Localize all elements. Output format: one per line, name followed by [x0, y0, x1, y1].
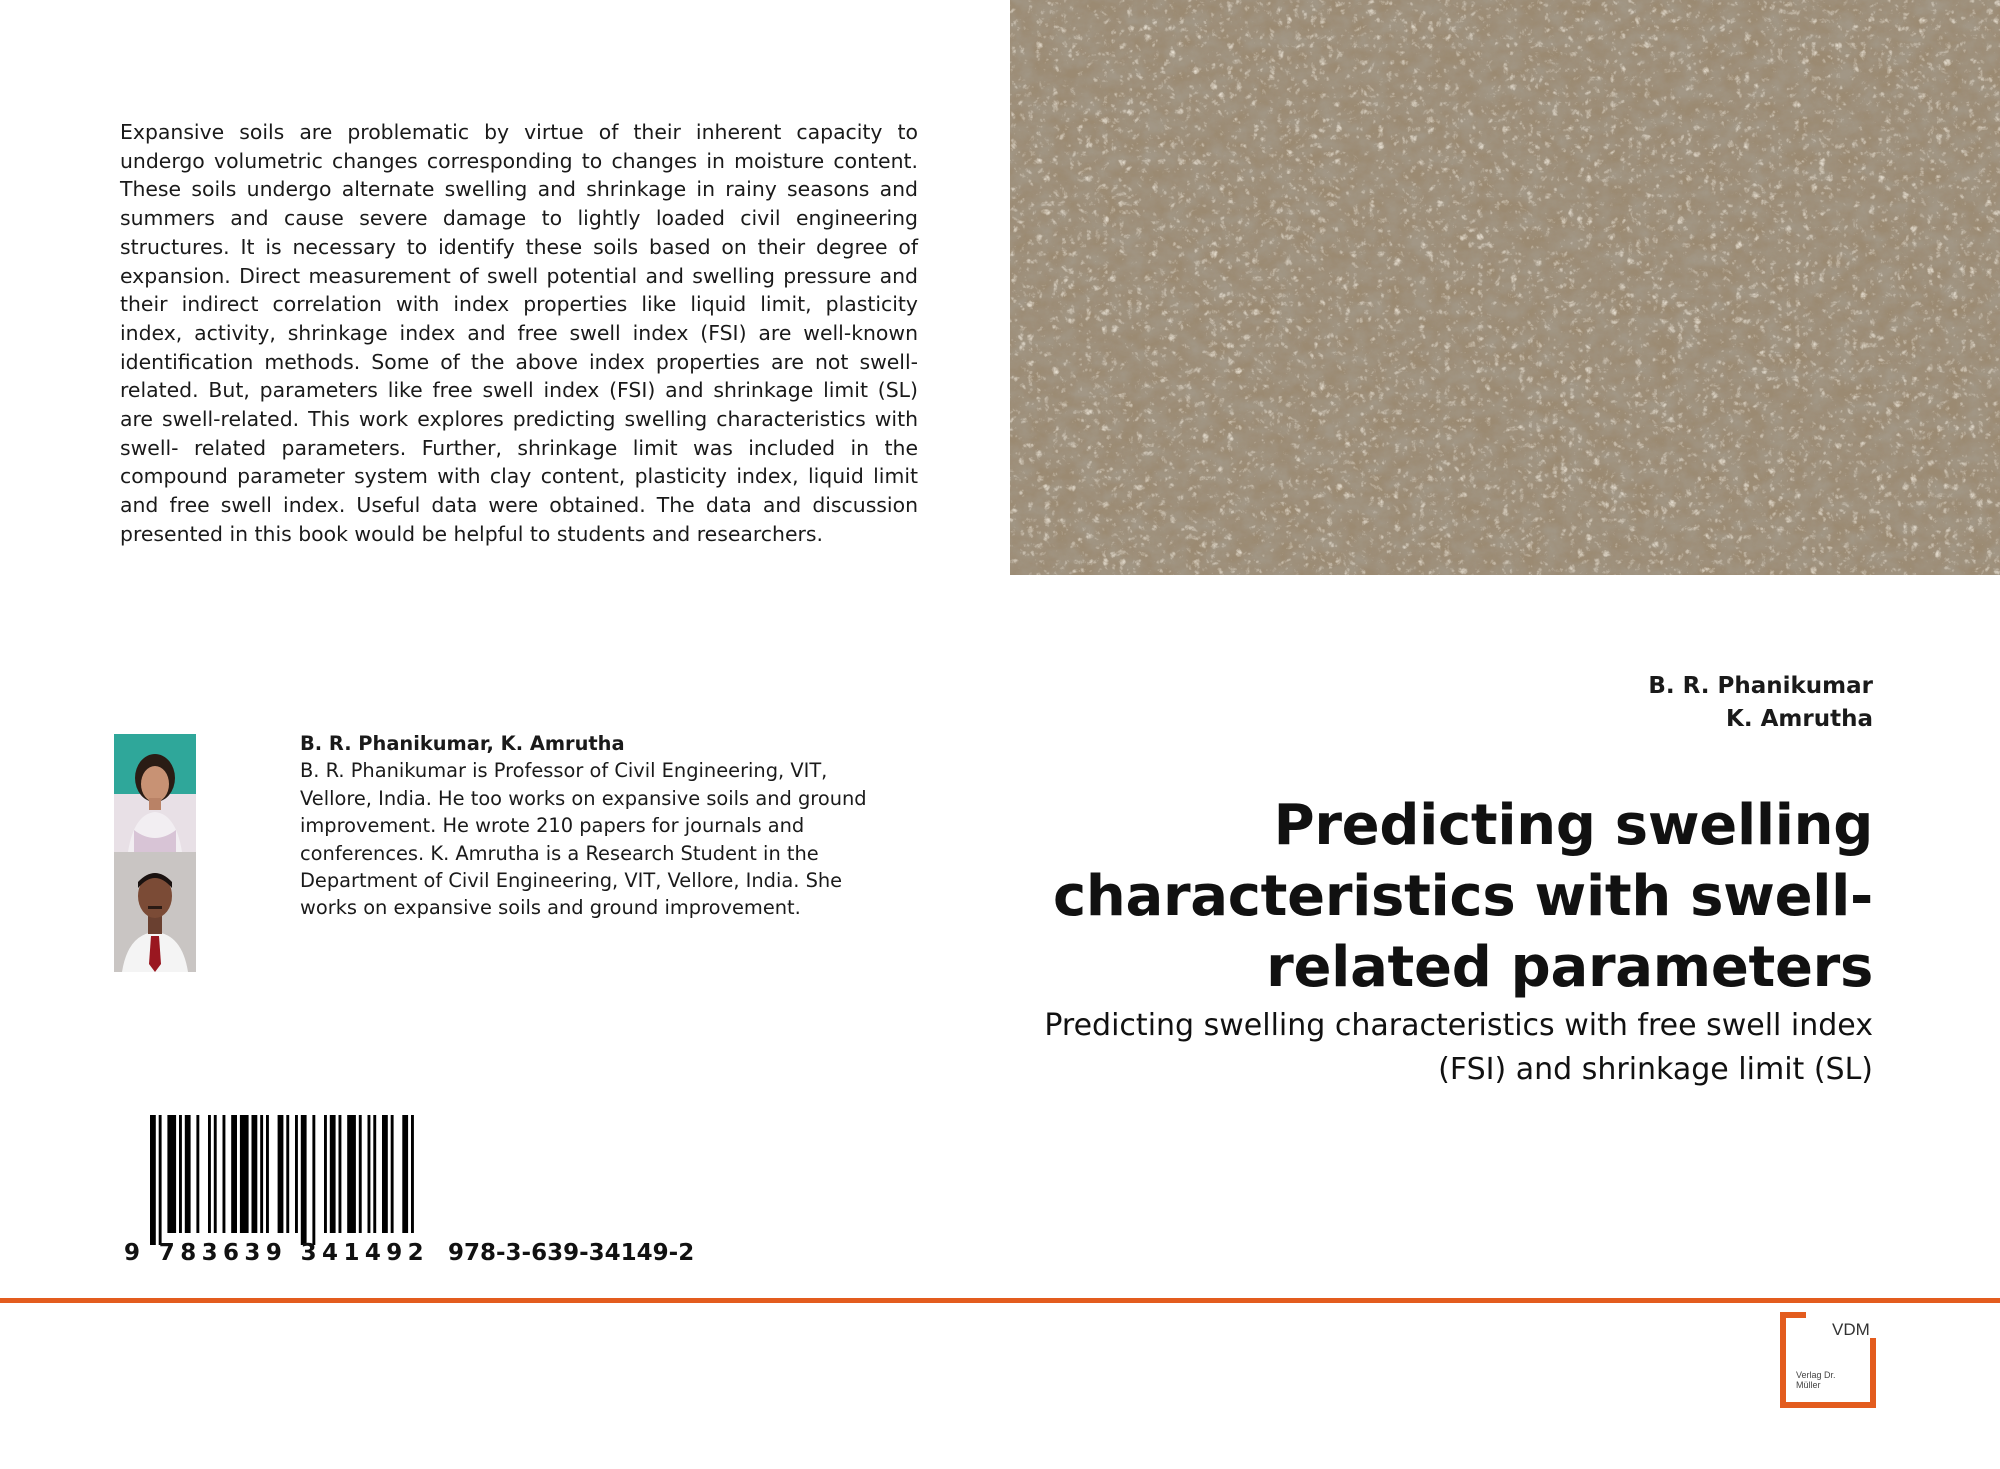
publisher-logo-name: VDM [1832, 1320, 1870, 1339]
author-names: B. R. Phanikumar, K. Amrutha [300, 732, 625, 755]
orange-divider [0, 1298, 2000, 1303]
author-block [300, 730, 880, 922]
author-photo-female [114, 734, 196, 852]
publisher-logo-sub: Verlag Dr. Müller [1796, 1370, 1836, 1390]
book-subtitle: Predicting swelling characteristics with free swell index (FSI) and shrinkage limit (SL) [1044, 1008, 1873, 1087]
front-author-2: K. Amrutha [1726, 706, 1873, 732]
publisher-logo [1780, 1312, 1876, 1408]
soil-texture-photo [1010, 0, 2000, 575]
author-bio: B. R. Phanikumar is Professor of Civil Engineering, VIT, Vellore, India. He too works on expansive soils and ground improvement. He wrote 210 papers for journals and conferences. K. Amrutha is a Research Student in the Department of Civil Engineering, VIT, Vellore, India. She works on expansive soils and ground improvement. [300, 759, 867, 920]
front-author-1: B. R. Phanikumar [1648, 673, 1873, 699]
barcode-digits: 9 783639 341492 [124, 1240, 430, 1266]
isbn: 978-3-639-34149-2 [448, 1240, 695, 1266]
back-cover-blurb: Expansive soils are problematic by virtue of their inherent capacity to undergo volumetric changes corresponding to changes in moisture content. These soils undergo alternate swelling and shrinkage in rainy seasons and summers and cause severe damage to lightly loaded civil engineering structures. It is necessary to identify these soils based on their degree of expansion. Direct measurement of swell potential and swelling pressure and their indirect correlation with index properties like liquid limit, plasticity index, activity, shrinkage index and free swell index (FSI) are well-known identification methods. Some of the above index properties are not swell-related. But, parameters like free swell index (FSI) and shrinkage limit (SL) are swell-related. This work explores predicting swelling characteristics with swell- related parameters. Further, shrinkage limit was included in the compound parameter system with clay content, plasticity index, liquid limit and free swell index. Useful data were obtained. The data and discussion presented in this book would be helpful to students and researchers. [120, 120, 918, 546]
front-cover-authors [1648, 670, 1873, 736]
book-title: Predicting swelling characteristics with swell-related parameters [1053, 793, 1873, 1000]
author-photo-male [114, 852, 196, 972]
